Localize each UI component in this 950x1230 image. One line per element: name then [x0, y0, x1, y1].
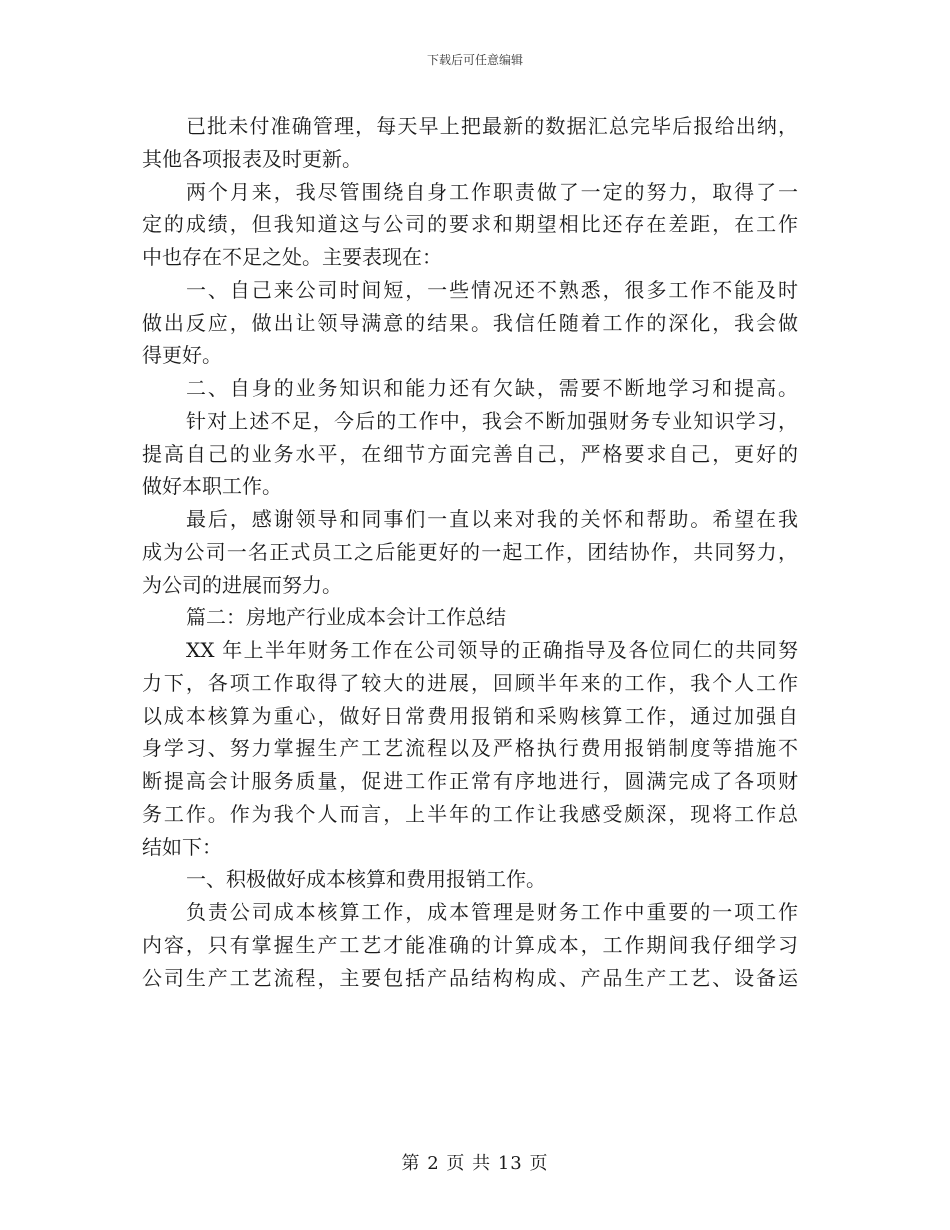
text-line: 两个月来，我尽管围绕自身工作职责做了一定的努力，取得了一: [186, 179, 798, 204]
text-line: 做出反应，做出让领导满意的结果。我信任随着工作的深化，我会做: [142, 310, 798, 335]
text-line: 为公司的进展而努力。: [142, 572, 342, 597]
page-header: 下载后可任意编辑: [426, 53, 523, 67]
text-line: 已批未付准确管理，每天早上把最新的数据汇总完毕后报给出纳，: [186, 114, 798, 138]
text-line: 做好本职工作。: [142, 474, 282, 499]
text-line: 一、自己来公司时间短，一些情况还不熟悉，很多工作不能及时: [186, 277, 798, 302]
text-line: 身学习、努力掌握生产工艺流程以及严格执行费用报销制度等措施不: [142, 736, 798, 761]
text-line: 定的成绩，但我知道这与公司的要求和期望相比还存在差距，在工作: [142, 212, 798, 237]
text-line: 成为公司一名正式员工之后能更好的一起工作，团结协作，共同努力，: [142, 539, 798, 564]
document-body: [142, 110, 798, 994]
text-line: 其他各项报表及时更新。: [142, 146, 362, 171]
text-line: 最后，感谢领导和同事们一直以来对我的关怀和帮助。希望在我: [186, 507, 798, 531]
text-line: 结如下：: [142, 834, 222, 859]
text-line: 提高自己的业务水平，在细节方面完善自己，严格要求自己，更好的: [142, 441, 798, 466]
text-line: 针对上述不足，今后的工作中，我会不断加强财务专业知识学习，: [186, 408, 798, 433]
text-line: 公司生产工艺流程，主要包括产品结构构成、产品生产工艺、设备运: [142, 965, 798, 990]
text-line: 负责公司成本核算工作，成本管理是财务工作中重要的一项工作: [186, 900, 798, 924]
page-footer: 第 2 页 共 13 页: [401, 1153, 549, 1174]
text-line: XX 年上半年财务工作在公司领导的正确指导及各位同仁的共同努: [186, 638, 798, 662]
text-line: 断提高会计服务质量，促进工作正常有序地进行，圆满完成了各项财: [142, 769, 798, 793]
text-line: 篇二：房地产行业成本会计工作总结: [186, 605, 506, 630]
text-line: 务工作。作为我个人而言，上半年的工作让我感受颇深，现将工作总: [142, 801, 798, 826]
text-line: 以成本核算为重心，做好日常费用报销和采购核算工作，通过加强自: [142, 703, 798, 728]
text-line: 一、积极做好成本核算和费用报销工作。: [186, 867, 546, 892]
text-line: 内容，只有掌握生产工艺才能准确的计算成本，工作期间我仔细学习: [142, 932, 798, 957]
text-line: 二、自身的业务知识和能力还有欠缺，需要不断地学习和提高。: [186, 376, 798, 400]
text-line: 中也存在不足之处。主要表现在：: [142, 245, 442, 269]
text-line: 得更好。: [142, 343, 222, 368]
text-line: 力下，各项工作取得了较大的进展，回顾半年来的工作，我个人工作: [142, 670, 798, 695]
